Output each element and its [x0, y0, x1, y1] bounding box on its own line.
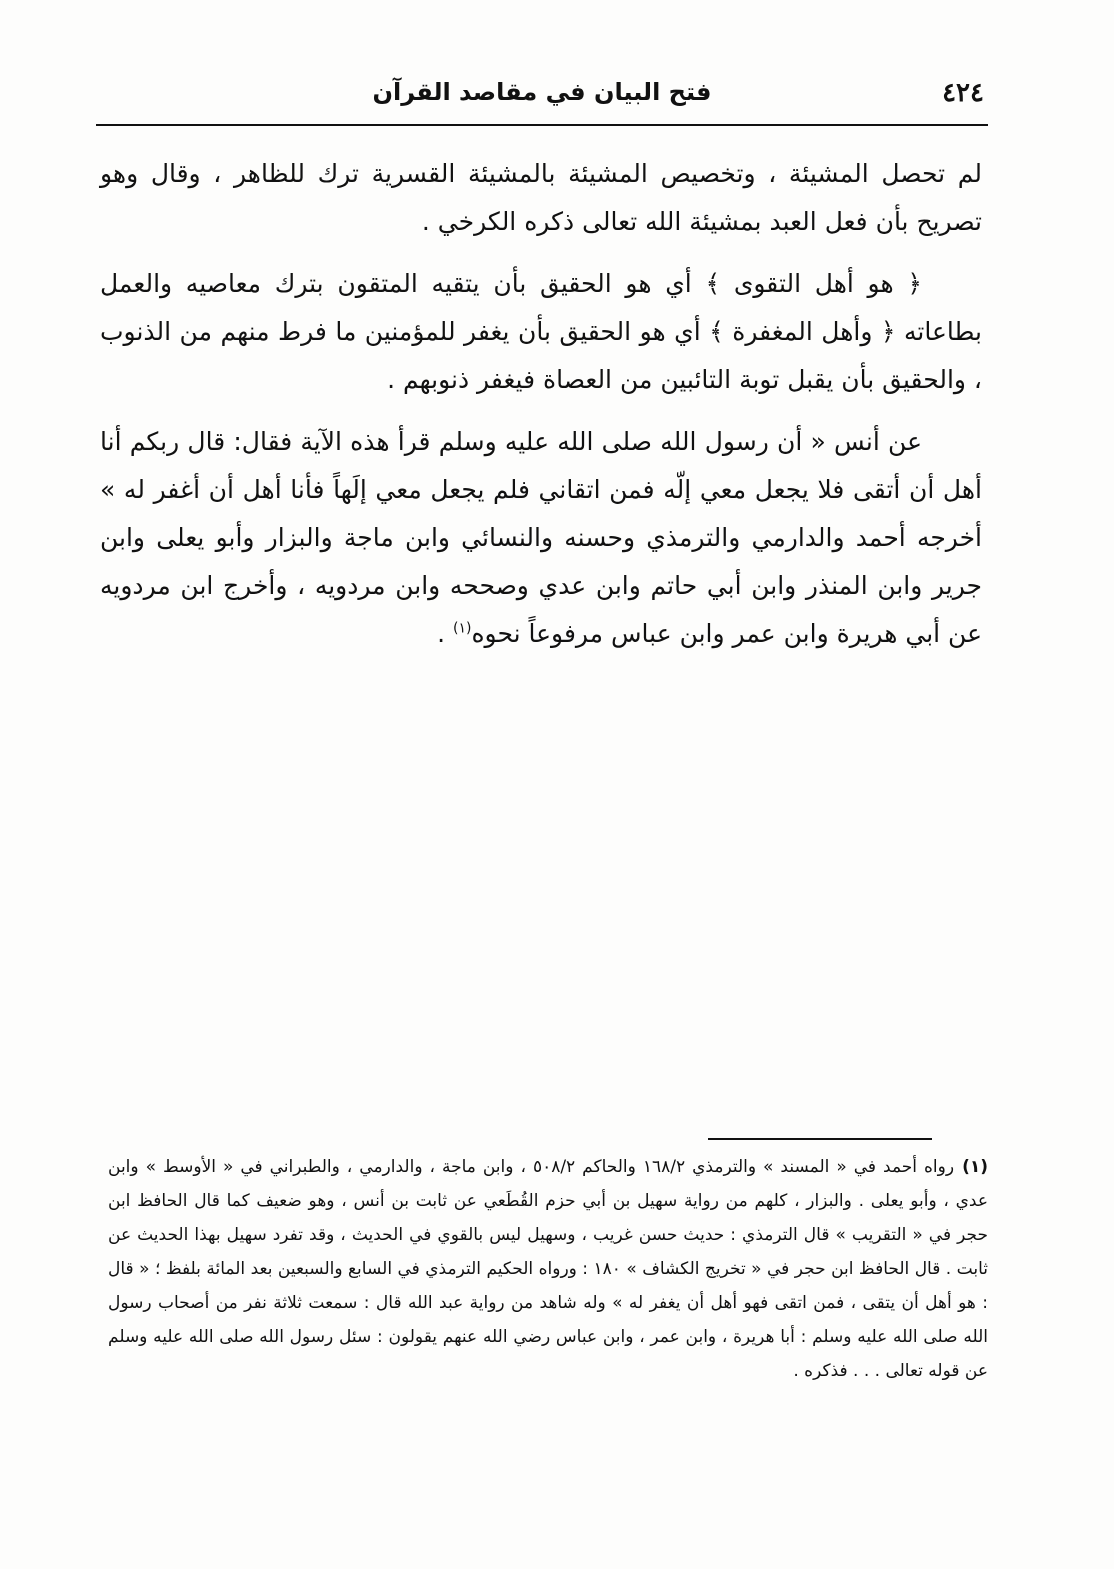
- main-text: [100, 150, 982, 672]
- page-number: ٤٢٤: [942, 78, 984, 108]
- paragraph-3-text: عن أنس « أن رسول الله صلى الله عليه وسلم قرأ هذه الآية فقال: قال ربكم أنا أهل أن أتقى فلا يجعل معي إلّه فمن اتقاني فلم يجعل معي إلَهاً فأنا أهل أن أغفر له » أخرجه أحمد والدارمي والترمذي وحسنه والنسائي وابن ماجة والبزار وأبو يعلى وابن جرير وابن المنذر وابن أبي حاتم وابن عدي وصححه وابن مردويه ، وأخرج ابن مردويه عن أبي هريرة وابن عمر وابن عباس مرفوعاً نحوه: [100, 427, 982, 648]
- running-title: فتح البيان في مقاصد القرآن: [372, 78, 712, 106]
- page-header: [96, 72, 988, 126]
- footnote-reference[interactable]: (١): [452, 620, 472, 637]
- footnotes: [108, 1150, 988, 1388]
- paragraph-3-end: .: [437, 619, 453, 648]
- paragraph-1: لم تحصل المشيئة ، وتخصيص المشيئة بالمشيئة القسرية ترك للظاهر ، وقال وهو تصريح بأن فعل العبد بمشيئة الله تعالى ذكره الكرخي .: [100, 159, 982, 236]
- footnote-number: (١): [962, 1157, 989, 1177]
- footnote-text: رواه أحمد في « المسند » والترمذي ١٦٨/٢ والحاكم ٥٠٨/٢ ، وابن ماجة ، والدارمي ، والطبراني في « الأوسط » وابن عدي ، وأبو يعلى . والبزار ، كلهم من رواية سهيل بن أبي حزم القُطَعي عن ثابت بن أنس ، وهو ضعيف كما قال الحافظ ابن حجر في « التقريب » قال الترمذي : حديث حسن غريب ، وسهيل ليس بالقوي في الحديث ، وقد تفرد سهيل بهذا الحديث عن ثابت . قال الحافظ ابن حجر في « تخريج الكشاف » ١٨٠ : ورواه الحكيم الترمذي في السابع والسبعين بعد المائة بلفظ ؛ « قال : هو أهل أن يتقى ، فمن اتقى فهو أهل أن يغفر له » وله شاهد من رواية عبد الله قال : سمعت ثلاثة نفر من أصحاب رسول الله صلى الله عليه وسلم : أبا هريرة ، وابن عمر ، وابن عباس رضي الله عنهم يقولون : سئل رسول الله صلى الله عليه وسلم عن قوله تعالى . . . فذكره .: [108, 1157, 988, 1381]
- paragraph-2: ﴿ هو أهل التقوى ﴾ أي هو الحقيق بأن يتقيه المتقون بترك معاصيه والعمل بطاعاته ﴿ وأهل المغفرة ﴾ أي هو الحقيق بأن يغفر للمؤمنين ما فرط منهم من الذنوب ، والحقيق بأن يقبل توبة التائبين من العصاة فيغفر ذنوبهم .: [100, 269, 982, 394]
- footnote-1: [108, 1150, 988, 1388]
- footnote-separator: [708, 1138, 932, 1140]
- paragraph-3: [100, 418, 982, 658]
